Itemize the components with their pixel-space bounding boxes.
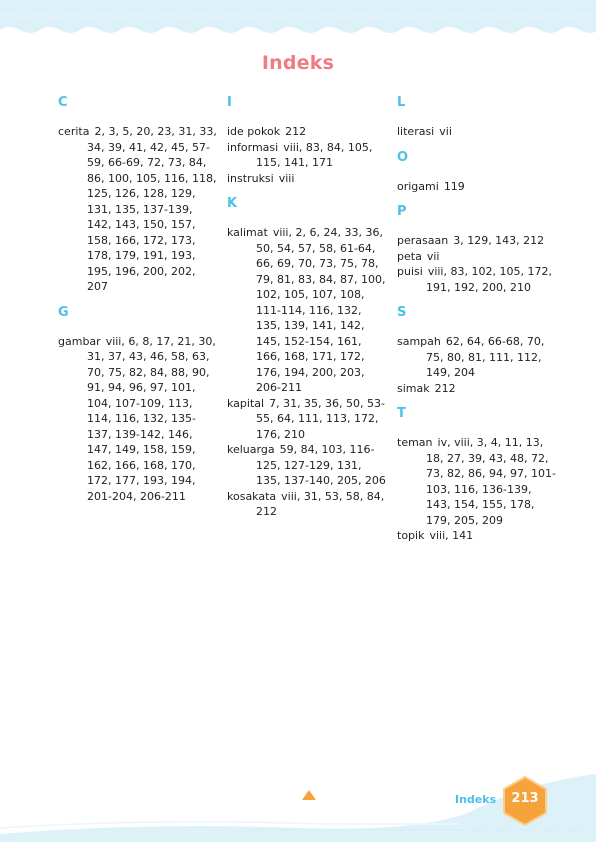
index-pages: 2, 3, 5, 20, 23, 31, 33, 34, 39, 41, 42, 45, 57-59, 66-69, 72, 73, 84, 86, 100, 105, 116, 118, 125, 126, 128, 129, 131, 135, 137-139, 142, 143, 150, 157, 158, 166, 172, 173, 178, 179, 191, 193, 195, 196, 200, 202, 207: [87, 125, 217, 293]
index-entry: [227, 396, 387, 443]
index-letter: G: [58, 304, 69, 320]
triangle-marker-icon: [302, 790, 316, 800]
index-letter: O: [397, 149, 409, 165]
index-pages: viii, 2, 6, 24, 33, 36, 50, 54, 57, 58, 61-64, 66, 69, 70, 73, 75, 78, 79, 81, 83, 84, 87, 100, 102, 105, 107, 108, 111-114, 116, 132, 135, 139, 141, 142, 145, 152-154, 161, 166, 168, 171, 172, 176, 194, 200, 203, 206-211: [256, 226, 386, 394]
index-pages: iv, viii, 3, 4, 11, 13, 18, 27, 39, 43, 48, 72, 73, 82, 86, 94, 97, 101-103, 116, 136-139, 143, 154, 155, 178, 179, 205, 209: [426, 436, 556, 527]
index-pages: 7, 31, 35, 36, 50, 53-55, 64, 111, 113, 172, 176, 210: [256, 396, 385, 441]
index-letter: K: [227, 196, 238, 211]
index-term: ide pokok: [227, 125, 281, 138]
page-title: Indeks: [261, 52, 335, 74]
index-term: literasi: [397, 125, 435, 138]
index-pages: viii, 83, 84, 105, 115, 141, 171: [256, 140, 373, 169]
index-term: simak: [397, 381, 430, 395]
index-pages: viii, 31, 53, 58, 84, 212: [256, 489, 385, 518]
index-term: teman: [397, 436, 433, 449]
index-term: origami: [397, 179, 439, 193]
index-entry: [397, 334, 557, 381]
index-term: instruksi: [227, 171, 274, 185]
index-letter: C: [58, 95, 68, 110]
index-entry: [397, 249, 557, 265]
index-term: gambar: [58, 334, 101, 348]
index-column-2: [227, 94, 387, 520]
page-number: 213: [511, 791, 539, 806]
index-column-3: [397, 94, 557, 544]
index-letter: S: [397, 305, 407, 320]
index-term: sampah: [397, 335, 441, 348]
index-term: kapital: [227, 396, 265, 410]
index-pages: vii: [439, 125, 452, 138]
index-pages: viii, 6, 8, 17, 21, 30, 31, 37, 43, 46, 58, 63, 70, 75, 82, 84, 88, 90, 91, 94, 96, 97, 101, 104, 107-109, 113, 114, 116, 132, 135-137, 139-142, 146, 147, 149, 158, 159, 162, 166, 168, 170, 172, 177, 193, 194, 201-204, 206-211: [87, 334, 216, 503]
index-pages: 3, 129, 143, 212: [453, 234, 545, 247]
index-term: perasaan: [397, 234, 449, 247]
index-entry: [227, 171, 387, 187]
index-term: kalimat: [227, 226, 268, 239]
index-pages: 62, 64, 66-68, 70, 75, 80, 81, 111, 112, 149, 204: [426, 335, 545, 379]
footer-section-label: Indeks: [455, 793, 497, 806]
index-entry: [58, 334, 218, 505]
index-letter: P: [397, 204, 407, 219]
index-entry: [397, 435, 557, 528]
index-entry: [397, 124, 557, 140]
index-entry: [227, 225, 387, 396]
index-letter: I: [227, 95, 232, 110]
index-pages: 59, 84, 103, 116-125, 127-129, 131, 135, 137-140, 205, 206: [256, 443, 386, 487]
index-pages: vii: [426, 249, 440, 263]
index-entry: [227, 442, 387, 489]
index-term: topik: [397, 529, 425, 542]
index-column-1: [58, 94, 218, 504]
index-letter: T: [397, 406, 406, 421]
index-term: puisi: [397, 265, 423, 278]
index-pages: 212: [285, 125, 307, 138]
top-decorative-band: [0, 0, 596, 38]
index-entry: [397, 264, 557, 295]
cloud-border-icon: [0, 0, 596, 38]
index-entry: [397, 528, 557, 544]
index-term: informasi: [227, 140, 279, 154]
index-letter: L: [397, 95, 406, 110]
index-term: cerita: [58, 125, 90, 138]
index-term: peta: [397, 249, 422, 263]
index-pages: 119: [443, 179, 465, 193]
index-entry: [397, 179, 557, 195]
index-pages: 212: [434, 381, 456, 395]
index-pages: viii, 83, 102, 105, 172, 191, 192, 200, 210: [426, 265, 552, 294]
index-entry: [397, 233, 557, 249]
index-entry: [397, 381, 557, 397]
index-term: keluarga: [227, 443, 275, 456]
index-entry: [227, 124, 387, 140]
index-pages: viii, 141: [429, 529, 474, 542]
index-entry: [227, 489, 387, 520]
index-pages: viii: [278, 171, 295, 185]
index-term: kosakata: [227, 489, 277, 503]
index-entry: [227, 140, 387, 171]
index-entry: [58, 124, 218, 295]
